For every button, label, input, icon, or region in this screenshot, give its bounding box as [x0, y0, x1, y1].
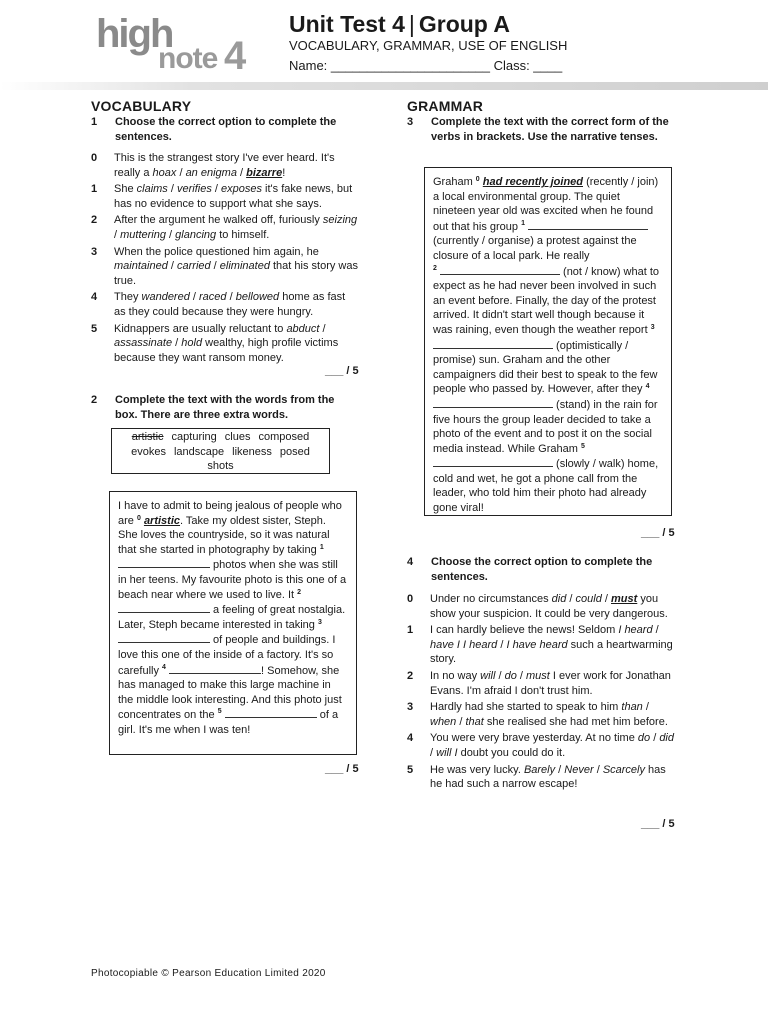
- word: clues: [224, 431, 251, 443]
- list-item: 4 You were very brave yesterday. At no time do / did / will I doubt you could do it.: [407, 732, 674, 759]
- q1-text: Choose the correct option to complete the sentences.: [115, 116, 337, 143]
- list-item: 3 When the police questioned him again, he maintained / carried / eliminated that his story was true.: [91, 245, 358, 287]
- word-crossed: artistic: [131, 431, 164, 443]
- q1-score: ___ / 5: [325, 365, 359, 377]
- blank-1[interactable]: [528, 219, 648, 230]
- q3-text: Complete the text with the correct form of the verbs in brackets. Use the narrative tenses.: [431, 116, 669, 143]
- logo-four: 4: [224, 34, 247, 78]
- word: evokes: [131, 445, 166, 458]
- q1-items: [91, 151, 359, 367]
- word: likeness: [232, 445, 272, 458]
- q2-text: Complete the text with the words from the box. There are three extra words.: [115, 394, 335, 421]
- blank-3[interactable]: [118, 632, 210, 643]
- header-divider: [0, 82, 768, 90]
- list-item: 5 He was very lucky. Barely / Never / Scarcely has he had such a narrow escape!: [407, 763, 666, 791]
- blank-3[interactable]: [433, 338, 553, 349]
- logo-note: note: [158, 42, 218, 75]
- q3-number: 3: [407, 116, 414, 128]
- blank-2[interactable]: [440, 264, 560, 275]
- q3-text-box: Graham $^0$ had recently joined (recently / join) a local environmental group. The quiet nineteen year old was excited when he found out that his group $^1$ (currently / organise) a protest against the closure of a local park. He really $^2$ (not / know) what to expect as he had never been involved in such an event before. Finally, the day of the protest arrived. It didn't start well though because it was raining, even though the weather report $^3$ (optimistically / promise) sun. Graham and the other campaigners did their best to speak to the few people who passed by. However, after they $^4$ (stand) in the rain for five hours the group leader decided to take a photo of the event and to post it on the social media instead. While Graham $^5$ (slowly / walk) home, cold and wet, he got a phone call from the leader, who told him their photo had already gone viral!: [424, 167, 672, 516]
- q2-text-box: I have to admit to being jealous of people who are $^0$ artistic. Take my oldest sister, Steph. She loves the countryside, so it was natural that she started in photography by taking $^1$ photos when she was still in her teens. My favourite photo is this one of a beach near where we used to live. It $^2$ a feeling of great nostalgia. Later, Steph became interested in taking $^3$ of people and buildings. I love this one of the inside of a factory. It's so carefully $^4$ ! Somehow, she has managed to make this large machine in the middle look interesting. And this photo just concentrates on the $^5$ of a girl. It's me when I was ten!: [109, 491, 357, 755]
- title-unit: Unit Test 4: [289, 11, 405, 37]
- vocabulary-heading: VOCABULARY: [91, 98, 192, 114]
- high-note-logo: [96, 14, 256, 78]
- answer-example: must: [611, 593, 638, 605]
- q4-items: [407, 592, 675, 794]
- list-item: 2 In no way will / do / must I ever work for Jonathan Evans. I'm afraid I don't trust him.: [407, 669, 671, 697]
- word: landscape: [173, 445, 225, 458]
- blank-4[interactable]: [169, 663, 261, 674]
- q4-text: Choose the correct option to complete the sentences.: [431, 556, 653, 583]
- list-item: 1 I can hardly believe the news! Seldom I heard / have I I heard / I have heard such a heartwarming story.: [407, 624, 673, 666]
- answer-example: had recently joined: [482, 176, 584, 188]
- page-title: [289, 10, 510, 38]
- blank-5[interactable]: [433, 456, 553, 467]
- blank-4[interactable]: [433, 397, 553, 408]
- word: composed: [258, 431, 310, 443]
- blank-2[interactable]: [118, 602, 210, 613]
- blank-1[interactable]: [118, 557, 210, 568]
- list-item: 4 They wandered / raced / bellowed home as fast as they could because they were hungry.: [91, 291, 346, 318]
- q2-number: 2: [91, 394, 98, 406]
- footer-copyright: Photocopiable © Pearson Education Limited 2020: [91, 968, 326, 979]
- title-separator: |: [408, 11, 415, 37]
- grammar-heading: GRAMMAR: [407, 98, 484, 114]
- page-subtitle: VOCABULARY, GRAMMAR, USE OF ENGLISH: [289, 38, 568, 53]
- logo-high: high: [96, 12, 173, 56]
- blank-5[interactable]: [225, 707, 317, 718]
- word-box: [111, 428, 330, 474]
- list-item: 1 She claims / verifies / exposes it's fake news, but has no evidence to support what she says.: [91, 183, 353, 210]
- list-item: 3 Hardly had she started to speak to him than / when / that she realised she had met him before.: [407, 701, 668, 728]
- title-group: Group A: [418, 11, 510, 37]
- answer-example: artistic: [143, 514, 181, 527]
- list-item: 0 Under no circumstances did / could / must you show your suspicion. It could be very dangerous.: [407, 593, 668, 620]
- list-item: 0 This is the strangest story I've ever heard. It's really a hoax / an enigma / bizarre!: [91, 152, 335, 179]
- word: posed: [279, 445, 310, 458]
- list-item: 5 Kidnappers are usually reluctant to abduct / assassinate / hold wealthy, high profile victims because they want ransom money.: [91, 322, 339, 364]
- word: capturing: [171, 431, 217, 443]
- name-class-line: Name: ______________________ Class: ____: [289, 58, 563, 73]
- q3-score: ___ / 5: [641, 527, 675, 539]
- list-item: 2 After the argument he walked off, furiously seizing / muttering / glancing to himself.: [91, 214, 358, 241]
- answer-example: bizarre: [246, 166, 283, 179]
- q4-score: ___ / 5: [641, 818, 675, 830]
- q2-score: ___ / 5: [325, 763, 359, 775]
- q1-number: 1: [91, 116, 98, 128]
- q4-number: 4: [407, 556, 414, 568]
- word: shots: [207, 460, 234, 473]
